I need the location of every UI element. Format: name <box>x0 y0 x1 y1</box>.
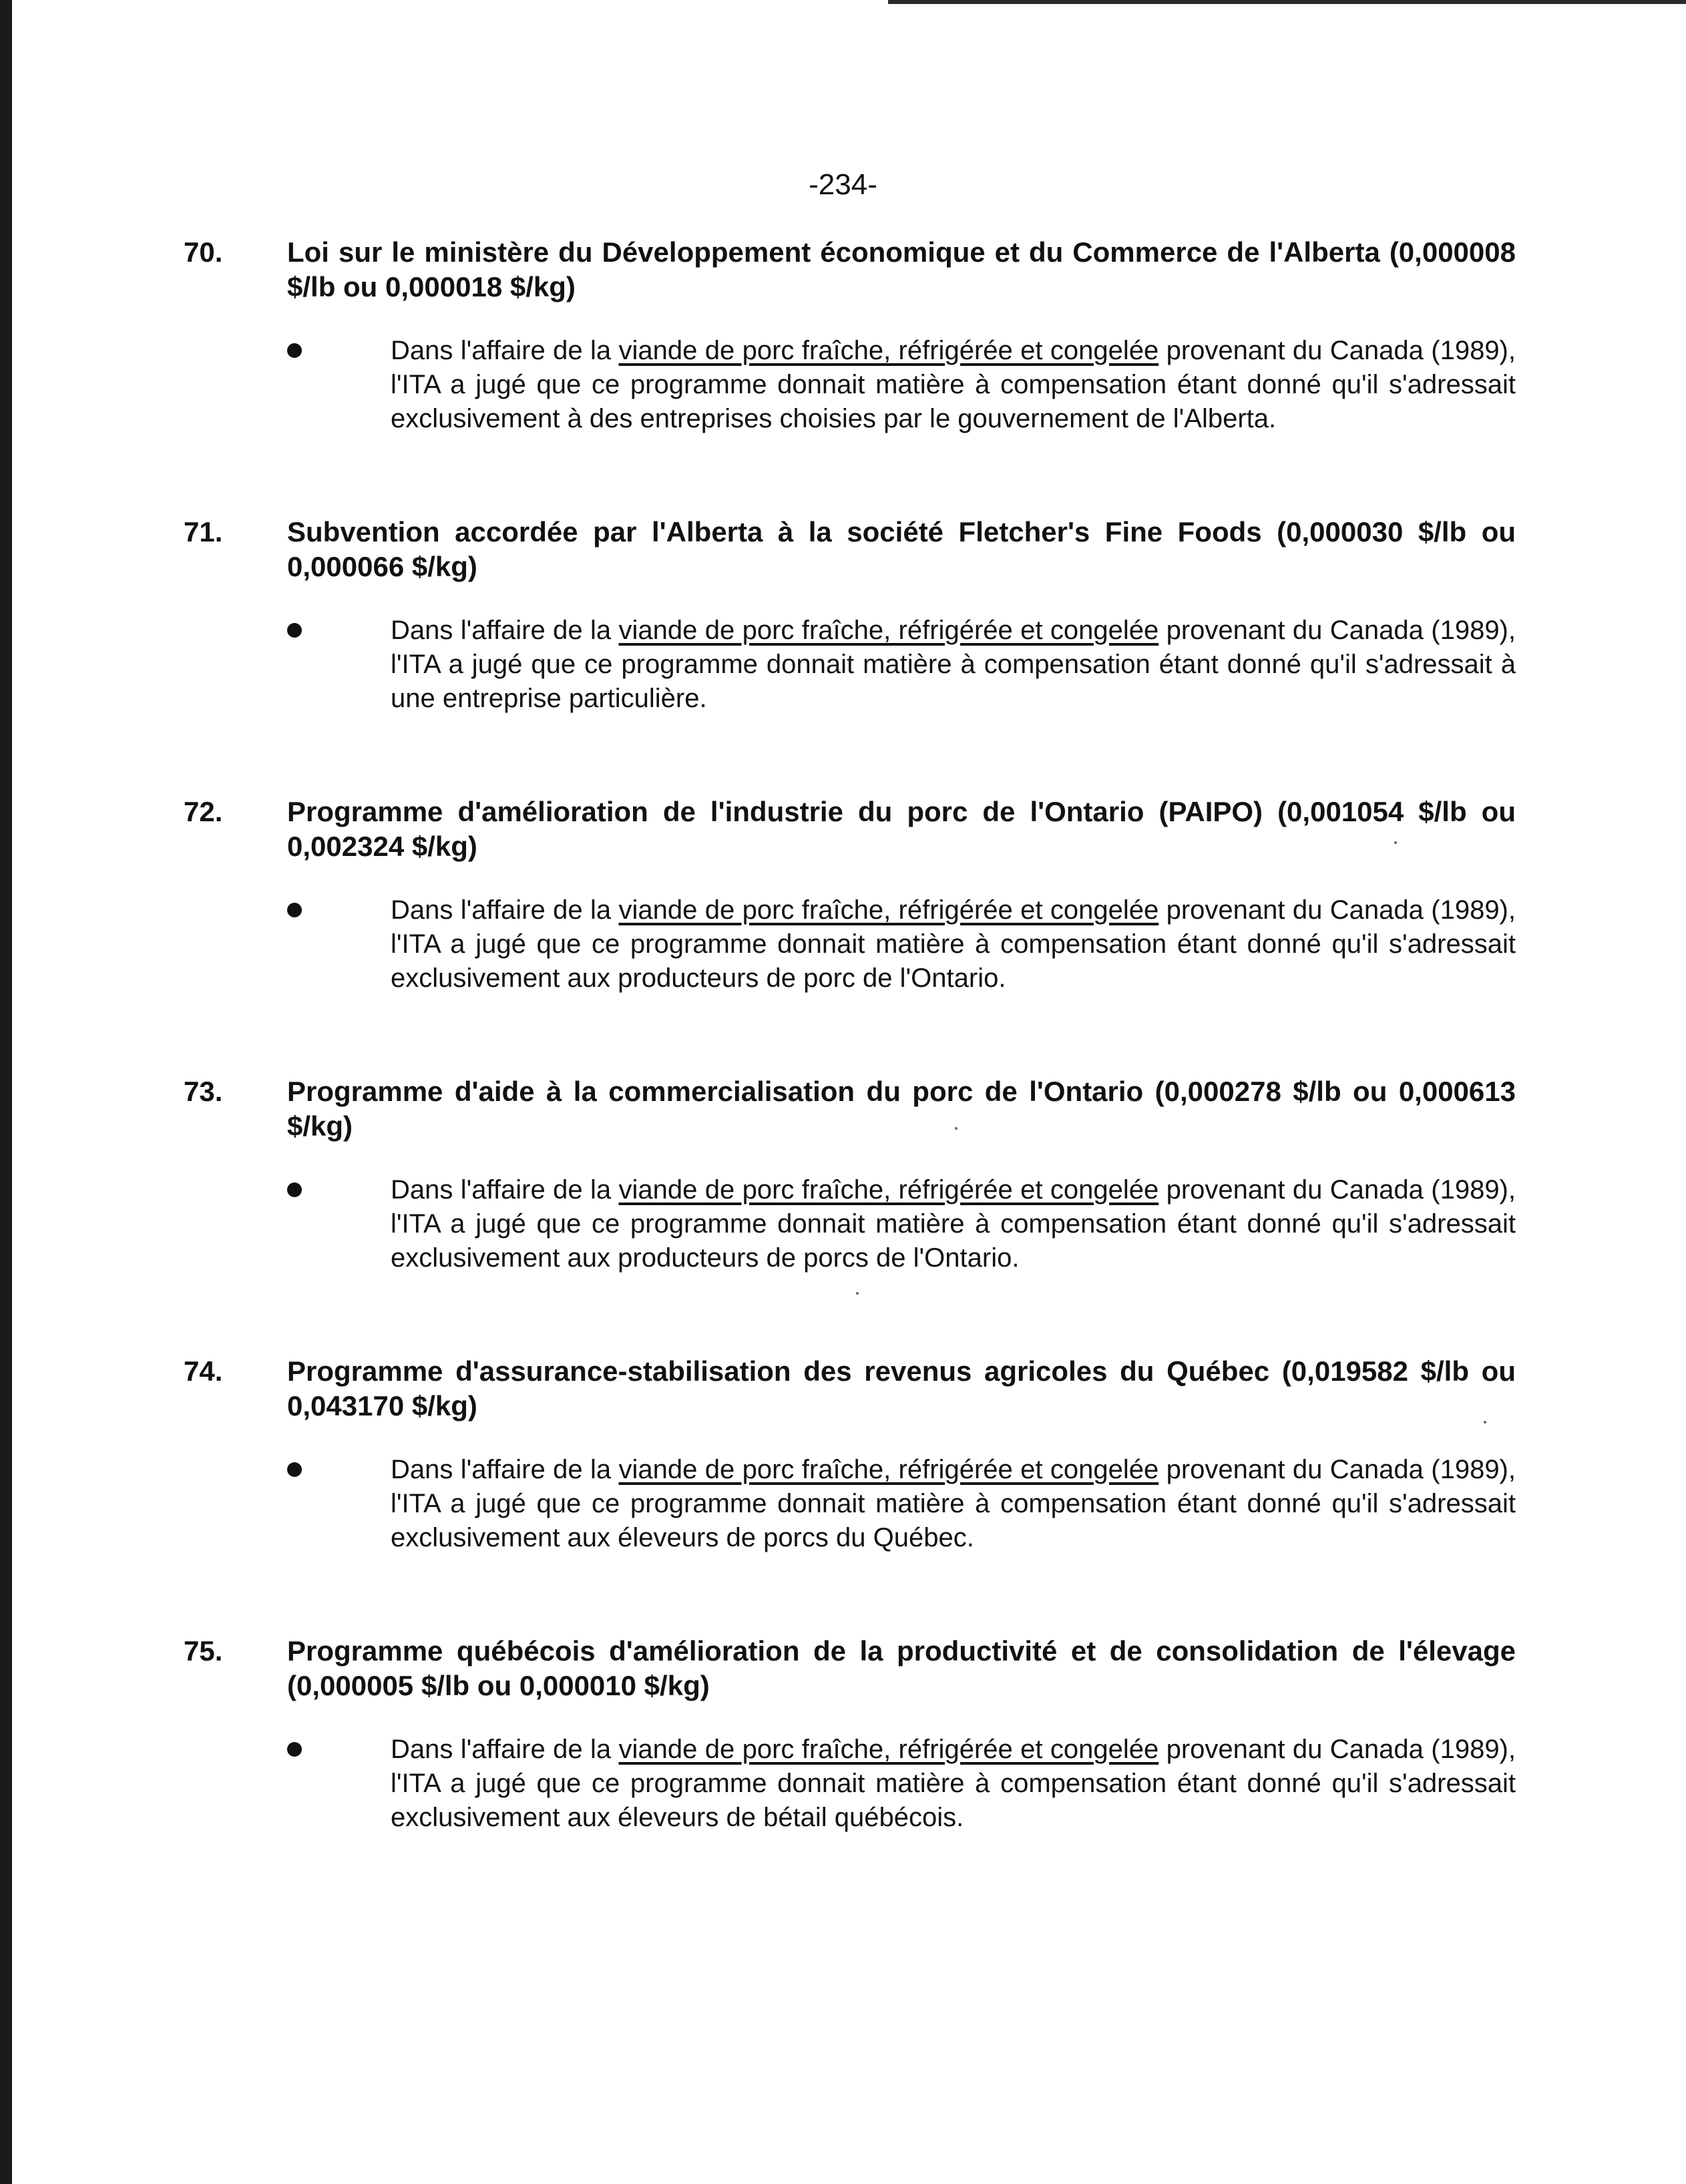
item-title: Programme d'aide à la commercialisation du porc de l'Ontario (0,000278 $/lb ou 0,000613 $/kg) <box>287 1076 1516 1142</box>
bullet-prefix: Dans l'affaire de la <box>391 336 619 365</box>
case-name: viande de porc fraîche, réfrigérée et congelée <box>618 895 1159 925</box>
list-item <box>184 1354 1516 1555</box>
list-item <box>184 515 1516 716</box>
bullet-text <box>391 1453 1516 1555</box>
bullet-prefix: Dans l'affaire de la <box>391 1455 619 1484</box>
bullet-point <box>287 893 1516 996</box>
bullet-prefix: Dans l'affaire de la <box>391 895 619 925</box>
item-number: 74. <box>184 1355 223 1387</box>
bullet-text <box>391 893 1516 996</box>
bullet-point <box>287 1453 1516 1555</box>
bullet-prefix: Dans l'affaire de la <box>391 1175 619 1205</box>
item-number: 70. <box>184 236 223 268</box>
scan-left-edge <box>0 0 12 2184</box>
item-list <box>184 235 1516 1914</box>
item-title: Programme québécois d'amélioration de la productivité et de consolidation de l'élevage (0,000005 $/lb ou 0,000010 $/kg) <box>287 1635 1516 1701</box>
bullet-point <box>287 1173 1516 1275</box>
bullet-suffix: provenant du Canada (1989), l'ITA a jugé que ce programme donnait matière à compensation étant donné qu'il s'adressait exclusivement à des entreprises choisies par le gouvernement de l'Alberta. <box>391 336 1516 433</box>
bullet-icon <box>287 903 302 917</box>
item-number: 73. <box>184 1076 223 1107</box>
bullet-text <box>391 1173 1516 1275</box>
bullet-suffix: provenant du Canada (1989), l'ITA a jugé que ce programme donnait matière à compensation étant donné qu'il s'adressait exclusivement aux éleveurs de bétail québécois. <box>391 1735 1516 1832</box>
item-number: 72. <box>184 796 223 827</box>
item-title: Programme d'amélioration de l'industrie du porc de l'Ontario (PAIPO) (0,001054 $/lb ou 0,002324 $/kg) <box>287 796 1516 862</box>
case-name: viande de porc fraîche, réfrigérée et congelée <box>618 616 1159 645</box>
item-number: 75. <box>184 1635 223 1667</box>
item-title: Loi sur le ministère du Développement économique et du Commerce de l'Alberta (0,000008 $/lb ou 0,000018 $/kg) <box>287 236 1516 302</box>
scan-top-edge <box>888 0 1686 4</box>
bullet-point <box>287 614 1516 716</box>
bullet-icon <box>287 343 302 358</box>
list-item <box>184 1074 1516 1275</box>
page-number: -234- <box>809 168 877 201</box>
bullet-suffix: provenant du Canada (1989), l'ITA a jugé que ce programme donnait matière à compensation étant donné qu'il s'adressait à une entreprise particulière. <box>391 616 1516 713</box>
bullet-text <box>391 1733 1516 1835</box>
bullet-point <box>287 334 1516 436</box>
bullet-prefix: Dans l'affaire de la <box>391 616 619 645</box>
bullet-prefix: Dans l'affaire de la <box>391 1735 619 1764</box>
bullet-suffix: provenant du Canada (1989), l'ITA a jugé que ce programme donnait matière à compensation étant donné qu'il s'adressait exclusivement aux éleveurs de porcs du Québec. <box>391 1455 1516 1552</box>
bullet-icon <box>287 623 302 638</box>
bullet-suffix: provenant du Canada (1989), l'ITA a jugé que ce programme donnait matière à compensation étant donné qu'il s'adressait exclusivement aux producteurs de porc de l'Ontario. <box>391 895 1516 993</box>
case-name: viande de porc fraîche, réfrigérée et congelée <box>618 336 1159 365</box>
bullet-text <box>391 614 1516 716</box>
list-item <box>184 235 1516 436</box>
case-name: viande de porc fraîche, réfrigérée et congelée <box>618 1175 1159 1205</box>
bullet-suffix: provenant du Canada (1989), l'ITA a jugé que ce programme donnait matière à compensation étant donné qu'il s'adressait exclusivement aux producteurs de porcs de l'Ontario. <box>391 1175 1516 1273</box>
item-title: Subvention accordée par l'Alberta à la société Fletcher's Fine Foods (0,000030 $/lb ou 0,000066 $/kg) <box>287 516 1516 582</box>
item-number: 71. <box>184 516 223 548</box>
item-title: Programme d'assurance-stabilisation des revenus agricoles du Québec (0,019582 $/lb ou 0,043170 $/kg) <box>287 1355 1516 1422</box>
bullet-text <box>391 334 1516 436</box>
case-name: viande de porc fraîche, réfrigérée et congelée <box>618 1735 1159 1764</box>
list-item <box>184 795 1516 996</box>
bullet-icon <box>287 1462 302 1477</box>
case-name: viande de porc fraîche, réfrigérée et congelée <box>618 1455 1159 1484</box>
bullet-point <box>287 1733 1516 1835</box>
list-item <box>184 1634 1516 1835</box>
bullet-icon <box>287 1742 302 1757</box>
bullet-icon <box>287 1182 302 1197</box>
